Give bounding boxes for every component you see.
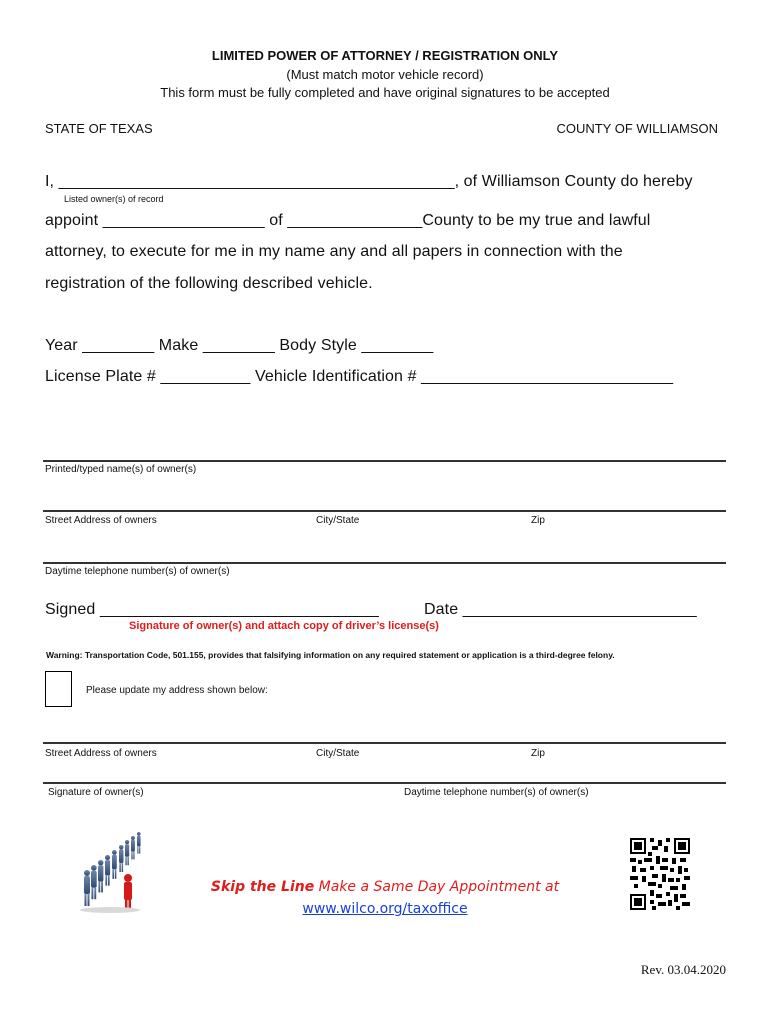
address-update-checkbox[interactable] — [45, 671, 72, 707]
form-title: LIMITED POWER OF ATTORNEY / REGISTRATION ONLY — [211, 48, 559, 63]
new-address-rule[interactable] — [43, 742, 726, 744]
address-update-label: Please update my address shown below: — [86, 685, 268, 696]
warning-text: Warning: Transportation Code, 501.155, provides that falsifying information on any required statement or application is a third-degree felony. — [46, 650, 615, 660]
qr-code-icon — [630, 838, 690, 910]
city-state-label: City/State — [316, 515, 360, 526]
revision-date: Rev. 03.04.2020 — [640, 962, 726, 977]
phone-rule[interactable] — [43, 562, 726, 564]
skip-line-rest: Make a Same Day Appointment at — [314, 879, 560, 895]
form-subtitle: (Must match motor vehicle record) — [286, 67, 484, 82]
signature-caption: Signature of owner(s) and attach copy of driver’s license(s) — [129, 620, 439, 632]
new-city-state-label: City/State — [316, 748, 360, 759]
date-line[interactable]: Date __________________________ — [424, 601, 697, 618]
skip-line-bold: Skip the Line — [210, 879, 315, 895]
street-address-label: Street Address of owners — [45, 515, 157, 526]
signed-line[interactable]: Signed _______________________________ — [45, 601, 379, 618]
daytime-phone-label: Daytime telephone number(s) of owner(s) — [45, 566, 230, 577]
update-signature-label: Signature of owner(s) — [48, 787, 144, 798]
printed-name-label: Printed/typed name(s) of owner(s) — [45, 464, 197, 475]
state-label: STATE OF TEXAS — [45, 121, 153, 136]
address-rule[interactable] — [43, 510, 726, 512]
registration-line: registration of the following described vehicle. — [45, 275, 373, 292]
taxoffice-link[interactable]: www.wilco.org/taxoffice — [302, 901, 468, 917]
update-phone-label: Daytime telephone number(s) of owner(s) — [404, 787, 589, 798]
owner-declaration-line[interactable]: I, ____________________________________________, of Williamson County do hereby — [45, 173, 693, 190]
county-label: COUNTY OF WILLIAMSON — [556, 121, 718, 136]
form-instruction: This form must be fully completed and have original signatures to be accepted — [160, 85, 610, 100]
new-street-address-label: Street Address of owners — [45, 748, 157, 759]
new-zip-label: Zip — [531, 748, 545, 759]
vehicle-plate-vin-line[interactable]: License Plate # __________ Vehicle Identification # ____________________________ — [45, 368, 674, 385]
vehicle-year-make-body-line[interactable]: Year ________ Make ________ Body Style ________ — [45, 337, 434, 354]
zip-label: Zip — [531, 515, 545, 526]
attorney-line: attorney, to execute for me in my name any and all papers in connection with the — [45, 243, 623, 260]
update-signature-rule[interactable] — [43, 782, 726, 784]
appoint-line[interactable]: appoint __________________ of _______________County to be my true and lawful — [45, 212, 651, 229]
printed-name-rule[interactable] — [43, 460, 726, 462]
owner-caption: Listed owner(s) of record — [64, 194, 164, 204]
